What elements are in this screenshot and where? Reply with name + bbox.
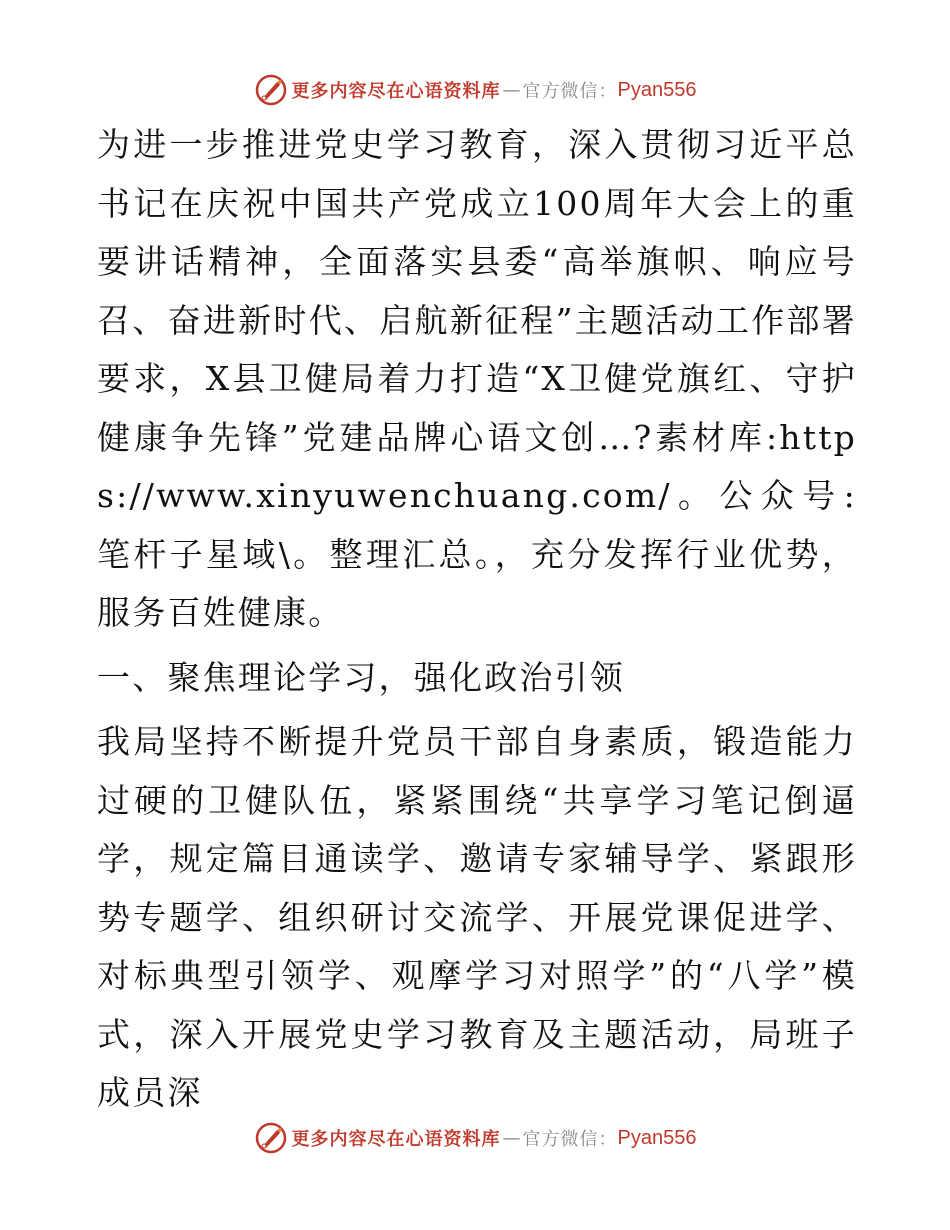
watermark-main-text: 更多内容尽在心语资料库 <box>291 1129 501 1150</box>
watermark-official-label: 官方微信： <box>522 1129 618 1150</box>
footer-watermark <box>0 1118 950 1158</box>
header-watermark <box>0 70 950 110</box>
watermark-main-text: 更多内容尽在心语资料库 <box>291 81 501 102</box>
paragraph-intro: 为进一步推进党史学习教育，深入贯彻习近平总书记在庆祝中国共产党成立100周年大会上的重要讲话精神，全面落实县委“高举旗帜、响应号召、奋进新时代、启航新征程”主题活动工作部署要求，X县卫健局着力打造“X卫健党旗红、守护健康争先锋”党建品牌心语文创…?素材库:https://www.xinyuwenchuang.com/。公众号: 笔杆子星域\。整理汇总。，充分发挥行业优势，服务百姓健康。 <box>97 125 857 632</box>
paragraph-section-1: 我局坚持不断提升党员干部自身素质，锻造能力过硬的卫健队伍，紧紧围绕“共享学习笔记倒逼学，规定篇目通读学、邀请专家辅导学、紧跟形势专题学、组织研讨交流学、开展党课促进学、对标典型引领学、观摩学习对照学”的“八学”模式，深入开展党史学习教育及主题活动，局班子成员深 <box>97 722 857 1112</box>
section-heading-1: 一、聚焦理论学习，强化政治引领 <box>97 657 625 697</box>
feather-pen-logo-icon <box>254 73 288 107</box>
watermark-separator: — <box>502 79 521 101</box>
watermark-official-label: 官方微信： <box>522 81 618 102</box>
feather-pen-logo-icon <box>254 1121 288 1155</box>
watermark-wechat-id: Pyan556 <box>617 1126 697 1149</box>
document-body <box>97 116 857 1123</box>
watermark-separator: — <box>502 1127 521 1149</box>
watermark-wechat-id: Pyan556 <box>617 78 697 101</box>
